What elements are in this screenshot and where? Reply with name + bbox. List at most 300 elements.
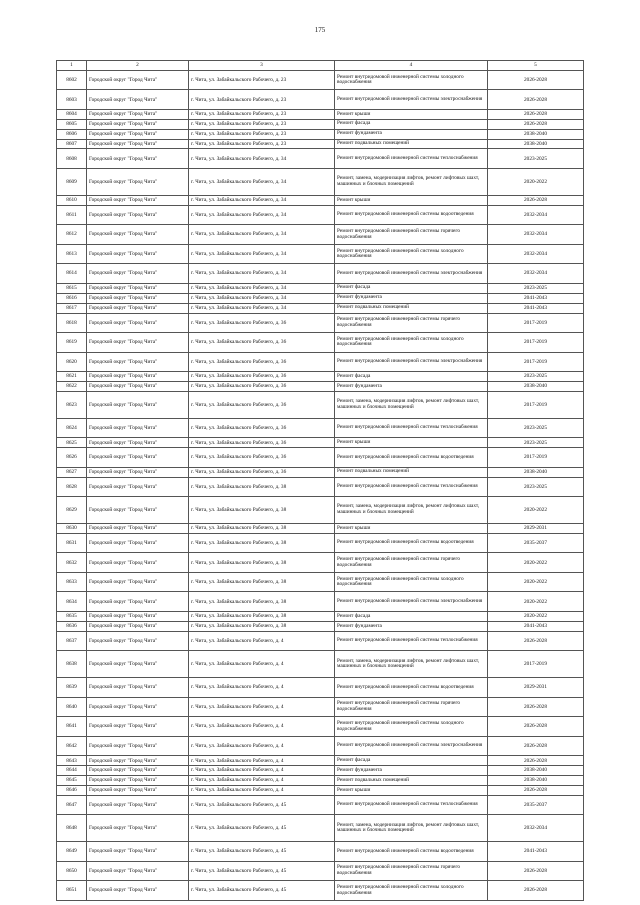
work-type-cell: Ремонт подвальных помещений [335,467,488,477]
address-cell: г. Чита, ул. Забайкальского Рабочего, д. 4 [189,736,335,756]
row-number: 8649 [57,842,87,862]
work-type-cell: Ремонт внутридомовой инженерной системы водоотведения [335,533,488,553]
work-type-cell: Ремонт внутридомовой инженерной системы электроснабжения [335,90,488,110]
row-number: 8614 [57,264,87,284]
column-number-row [57,61,584,71]
column-header: 3 [189,61,335,71]
work-type-cell: Ремонт, замена, модернизация лифтов, ремонт лифтовых шахт, машинных и блочных помещений [335,168,488,195]
row-number: 8644 [57,766,87,776]
work-type-cell: Ремонт фасада [335,611,488,621]
period-cell: 2032-2034 [488,225,584,245]
period-cell: 2026-2028 [488,736,584,756]
work-type-cell: Ремонт внутридомовой инженерной системы теплоснабжения [335,418,488,438]
work-type-cell: Ремонт фасада [335,283,488,293]
work-type-cell: Ремонт фундамента [335,621,488,631]
address-cell: г. Чита, ул. Забайкальского Рабочего, д. 45 [189,861,335,881]
address-cell: г. Чита, ул. Забайкальского Рабочего, д. 36 [189,381,335,391]
table-row [57,195,584,205]
period-cell: 2029-2031 [488,524,584,534]
row-number: 8632 [57,553,87,573]
row-number: 8650 [57,861,87,881]
table-row [57,283,584,293]
period-cell: 2041-2043 [488,842,584,862]
address-cell: г. Чита, ул. Забайкальского Рабочего, д. 36 [189,372,335,382]
period-cell: 2023-2025 [488,438,584,448]
district-cell: Городской округ "Город Чита" [87,149,189,169]
table-row [57,352,584,372]
address-cell: г. Чита, ул. Забайкальского Рабочего, д. 36 [189,467,335,477]
work-type-cell: Ремонт фундамента [335,766,488,776]
row-number: 8642 [57,736,87,756]
district-cell: Городской округ "Город Чита" [87,553,189,573]
period-cell: 2035-2037 [488,795,584,815]
table-row [57,244,584,264]
row-number: 8637 [57,631,87,651]
row-number: 8619 [57,333,87,353]
period-cell: 2026-2028 [488,119,584,129]
table-row [57,842,584,862]
period-cell: 2017-2019 [488,391,584,418]
period-cell: 2020-2022 [488,611,584,621]
district-cell: Городской округ "Город Чита" [87,438,189,448]
work-type-cell: Ремонт внутридомовой инженерной системы теплоснабжения [335,149,488,169]
address-cell: г. Чита, ул. Забайкальского Рабочего, д. 38 [189,553,335,573]
row-number: 8611 [57,205,87,225]
address-cell: г. Чита, ул. Забайкальского Рабочего, д. 4 [189,776,335,786]
row-number: 8618 [57,313,87,333]
row-number: 8648 [57,815,87,842]
district-cell: Городской округ "Город Чита" [87,372,189,382]
table-row [57,717,584,737]
district-cell: Городской округ "Город Чита" [87,497,189,524]
row-number: 8627 [57,467,87,477]
table-row [57,264,584,284]
address-cell: г. Чита, ул. Забайкальского Рабочего, д. 36 [189,391,335,418]
work-type-cell: Ремонт внутридомовой инженерной системы электроснабжения [335,264,488,284]
work-type-cell: Ремонт фасада [335,119,488,129]
work-type-cell: Ремонт внутридомовой инженерной системы горячего водоснабжения [335,225,488,245]
row-number: 8645 [57,776,87,786]
table-row [57,533,584,553]
period-cell: 2026-2028 [488,697,584,717]
row-number: 8628 [57,477,87,497]
address-cell: г. Чита, ул. Забайкальского Рабочего, д. 4 [189,756,335,766]
period-cell: 2020-2022 [488,168,584,195]
table-row [57,205,584,225]
district-cell: Городской округ "Город Чита" [87,139,189,149]
table-row [57,129,584,139]
address-cell: г. Чита, ул. Забайкальского Рабочего, д. 34 [189,283,335,293]
address-cell: г. Чита, ул. Забайкальского Рабочего, д. 36 [189,333,335,353]
table-row [57,592,584,612]
row-number: 8623 [57,391,87,418]
work-type-cell: Ремонт внутридомовой инженерной системы горячего водоснабжения [335,313,488,333]
table-row [57,333,584,353]
address-cell: г. Чита, ул. Забайкальского Рабочего, д. 38 [189,611,335,621]
period-cell: 2029-2031 [488,678,584,698]
district-cell: Городской округ "Город Чита" [87,225,189,245]
district-cell: Городской округ "Город Чита" [87,572,189,592]
work-type-cell: Ремонт внутридомовой инженерной системы теплоснабжения [335,631,488,651]
district-cell: Городской округ "Город Чита" [87,611,189,621]
address-cell: г. Чита, ул. Забайкальского Рабочего, д. 38 [189,592,335,612]
row-number: 8613 [57,244,87,264]
address-cell: г. Чита, ул. Забайкальского Рабочего, д. 34 [189,149,335,169]
address-cell: г. Чита, ул. Забайкальского Рабочего, д. 36 [189,418,335,438]
row-number: 8651 [57,881,87,901]
work-type-cell: Ремонт фасада [335,372,488,382]
period-cell: 2026-2028 [488,90,584,110]
table-row [57,293,584,303]
district-cell: Городской округ "Город Чита" [87,109,189,119]
work-type-cell: Ремонт внутридомовой инженерной системы холодного водоснабжения [335,244,488,264]
address-cell: г. Чита, ул. Забайкальского Рабочего, д. 34 [189,264,335,284]
row-number: 8616 [57,293,87,303]
period-cell: 2017-2019 [488,333,584,353]
work-type-cell: Ремонт подвальных помещений [335,139,488,149]
period-cell: 2026-2028 [488,631,584,651]
table-row [57,553,584,573]
period-cell: 2038-2040 [488,766,584,776]
address-cell: г. Чита, ул. Забайкальского Рабочего, д. 38 [189,477,335,497]
work-type-cell: Ремонт внутридомовой инженерной системы водоотведения [335,842,488,862]
period-cell: 2026-2028 [488,861,584,881]
period-cell: 2017-2019 [488,448,584,468]
row-number: 8641 [57,717,87,737]
work-type-cell: Ремонт внутридомовой инженерной системы водоотведения [335,448,488,468]
district-cell: Городской округ "Город Чита" [87,678,189,698]
table-row [57,418,584,438]
district-cell: Городской округ "Город Чита" [87,717,189,737]
table-row [57,651,584,678]
district-cell: Городской округ "Город Чита" [87,448,189,468]
work-type-cell: Ремонт крыши [335,109,488,119]
period-cell: 2038-2040 [488,129,584,139]
district-cell: Городской округ "Город Чита" [87,785,189,795]
period-cell: 2026-2028 [488,881,584,901]
row-number: 8630 [57,524,87,534]
period-cell: 2038-2040 [488,467,584,477]
work-type-cell: Ремонт внутридомовой инженерной системы холодного водоснабжения [335,717,488,737]
column-header: 1 [57,61,87,71]
period-cell: 2035-2037 [488,533,584,553]
table-row [57,766,584,776]
address-cell: г. Чита, ул. Забайкальского Рабочего, д. 45 [189,795,335,815]
work-type-cell: Ремонт фундамента [335,129,488,139]
row-number: 8604 [57,109,87,119]
work-type-cell: Ремонт внутридомовой инженерной системы холодного водоснабжения [335,70,488,90]
district-cell: Городской округ "Город Чита" [87,736,189,756]
table-row [57,524,584,534]
address-cell: г. Чита, ул. Забайкальского Рабочего, д. 45 [189,815,335,842]
address-cell: г. Чита, ул. Забайкальского Рабочего, д. 45 [189,881,335,901]
row-number: 8612 [57,225,87,245]
table-row [57,697,584,717]
address-cell: г. Чита, ул. Забайкальского Рабочего, д. 4 [189,631,335,651]
period-cell: 2026-2028 [488,785,584,795]
period-cell: 2038-2040 [488,381,584,391]
district-cell: Городской округ "Город Чита" [87,533,189,553]
table-row [57,756,584,766]
district-cell: Городской округ "Город Чита" [87,195,189,205]
period-cell: 2020-2022 [488,553,584,573]
district-cell: Городской округ "Город Чита" [87,70,189,90]
district-cell: Городской округ "Город Чита" [87,766,189,776]
period-cell: 2020-2022 [488,592,584,612]
work-type-cell: Ремонт внутридомовой инженерной системы электроснабжения [335,736,488,756]
row-number: 8638 [57,651,87,678]
row-number: 8634 [57,592,87,612]
address-cell: г. Чита, ул. Забайкальского Рабочего, д. 34 [189,168,335,195]
table-row [57,90,584,110]
district-cell: Городской округ "Город Чита" [87,418,189,438]
row-number: 8636 [57,621,87,631]
district-cell: Городской округ "Город Чита" [87,467,189,477]
table-row [57,225,584,245]
district-cell: Городской округ "Город Чита" [87,842,189,862]
work-type-cell: Ремонт внутридомовой инженерной системы водоотведения [335,678,488,698]
period-cell: 2026-2028 [488,756,584,766]
period-cell: 2020-2022 [488,572,584,592]
address-cell: г. Чита, ул. Забайкальского Рабочего, д. 23 [189,139,335,149]
district-cell: Городской округ "Город Чита" [87,815,189,842]
period-cell: 2023-2025 [488,372,584,382]
district-cell: Городской округ "Город Чита" [87,592,189,612]
row-number: 8609 [57,168,87,195]
address-cell: г. Чита, ул. Забайкальского Рабочего, д. 4 [189,651,335,678]
table-row [57,448,584,468]
period-cell: 2026-2028 [488,70,584,90]
address-cell: г. Чита, ул. Забайкальского Рабочего, д. 4 [189,766,335,776]
address-cell: г. Чита, ул. Забайкальского Рабочего, д. 23 [189,119,335,129]
address-cell: г. Чита, ул. Забайкальского Рабочего, д. 4 [189,717,335,737]
column-header: 4 [335,61,488,71]
period-cell: 2017-2019 [488,651,584,678]
row-number: 8631 [57,533,87,553]
row-number: 8646 [57,785,87,795]
work-type-cell: Ремонт внутридомовой инженерной системы холодного водоснабжения [335,333,488,353]
district-cell: Городской округ "Город Чита" [87,303,189,313]
period-cell: 2041-2043 [488,621,584,631]
table-row [57,109,584,119]
district-cell: Городской округ "Город Чита" [87,631,189,651]
period-cell: 2026-2028 [488,195,584,205]
work-type-cell: Ремонт внутридомовой инженерной системы горячего водоснабжения [335,861,488,881]
period-cell: 2041-2043 [488,293,584,303]
work-type-cell: Ремонт крыши [335,524,488,534]
table-row [57,303,584,313]
table-row [57,372,584,382]
address-cell: г. Чита, ул. Забайкальского Рабочего, д. 34 [189,225,335,245]
table-row [57,785,584,795]
work-type-cell: Ремонт фундамента [335,293,488,303]
district-cell: Городской округ "Город Чита" [87,313,189,333]
work-type-cell: Ремонт, замена, модернизация лифтов, ремонт лифтовых шахт, машинных и блочных помещений [335,497,488,524]
district-cell: Городской округ "Город Чита" [87,697,189,717]
row-number: 8633 [57,572,87,592]
work-type-cell: Ремонт фундамента [335,381,488,391]
district-cell: Городской округ "Город Чита" [87,861,189,881]
work-type-cell: Ремонт подвальных помещений [335,303,488,313]
work-type-cell: Ремонт внутридомовой инженерной системы горячего водоснабжения [335,697,488,717]
period-cell: 2026-2028 [488,109,584,119]
district-cell: Городской округ "Город Чита" [87,168,189,195]
period-cell: 2017-2019 [488,352,584,372]
work-type-cell: Ремонт фасада [335,756,488,766]
address-cell: г. Чита, ул. Забайкальского Рабочего, д. 38 [189,524,335,534]
address-cell: г. Чита, ул. Забайкальского Рабочего, д. 38 [189,497,335,524]
district-cell: Городской округ "Город Чита" [87,90,189,110]
table-row [57,621,584,631]
table-row [57,815,584,842]
row-number: 8608 [57,149,87,169]
table-row [57,795,584,815]
work-type-cell: Ремонт, замена, модернизация лифтов, ремонт лифтовых шахт, машинных и блочных помещений [335,651,488,678]
district-cell: Городской округ "Город Чита" [87,651,189,678]
address-cell: г. Чита, ул. Забайкальского Рабочего, д. 38 [189,533,335,553]
row-number: 8626 [57,448,87,468]
district-cell: Городской округ "Город Чита" [87,524,189,534]
period-cell: 2020-2022 [488,497,584,524]
district-cell: Городской округ "Город Чита" [87,264,189,284]
table-row [57,139,584,149]
address-cell: г. Чита, ул. Забайкальского Рабочего, д. 23 [189,109,335,119]
address-cell: г. Чита, ул. Забайкальского Рабочего, д. 36 [189,352,335,372]
period-cell: 2023-2025 [488,418,584,438]
address-cell: г. Чита, ул. Забайкальского Рабочего, д. 36 [189,438,335,448]
work-type-cell: Ремонт внутридомовой инженерной системы холодного водоснабжения [335,572,488,592]
table-row [57,678,584,698]
district-cell: Городской округ "Город Чита" [87,477,189,497]
period-cell: 2041-2043 [488,303,584,313]
table-row [57,467,584,477]
address-cell: г. Чита, ул. Забайкальского Рабочего, д. 45 [189,842,335,862]
row-number: 8602 [57,70,87,90]
work-type-cell: Ремонт внутридомовой инженерной системы теплоснабжения [335,795,488,815]
table-row [57,497,584,524]
page-number: 175 [314,26,326,34]
district-cell: Городской округ "Город Чита" [87,381,189,391]
district-cell: Городской округ "Город Чита" [87,881,189,901]
table-body [57,70,584,900]
work-type-cell: Ремонт крыши [335,195,488,205]
address-cell: г. Чита, ул. Забайкальского Рабочего, д. 38 [189,572,335,592]
district-cell: Городской округ "Город Чита" [87,621,189,631]
district-cell: Городской округ "Город Чита" [87,244,189,264]
work-type-cell: Ремонт, замена, модернизация лифтов, ремонт лифтовых шахт, машинных и блочных помещений [335,391,488,418]
period-cell: 2017-2019 [488,313,584,333]
row-number: 8606 [57,129,87,139]
table-row [57,572,584,592]
table-row [57,736,584,756]
repair-schedule-table [56,60,584,901]
address-cell: г. Чита, ул. Забайкальского Рабочего, д. 23 [189,90,335,110]
table-row [57,313,584,333]
table-row [57,611,584,621]
row-number: 8620 [57,352,87,372]
district-cell: Городской округ "Город Чита" [87,391,189,418]
table-row [57,381,584,391]
row-number: 8643 [57,756,87,766]
table-row [57,149,584,169]
table-row [57,391,584,418]
work-type-cell: Ремонт крыши [335,438,488,448]
table-row [57,881,584,901]
district-cell: Городской округ "Город Чита" [87,205,189,225]
period-cell: 2032-2034 [488,815,584,842]
work-type-cell: Ремонт крыши [335,785,488,795]
table-row [57,70,584,90]
period-cell: 2023-2025 [488,477,584,497]
period-cell: 2032-2034 [488,264,584,284]
address-cell: г. Чита, ул. Забайкальского Рабочего, д. 34 [189,205,335,225]
work-type-cell: Ремонт внутридомовой инженерной системы электроснабжения [335,592,488,612]
address-cell: г. Чита, ул. Забайкальского Рабочего, д. 4 [189,785,335,795]
table-row [57,119,584,129]
district-cell: Городской округ "Город Чита" [87,756,189,766]
address-cell: г. Чита, ул. Забайкальского Рабочего, д. 34 [189,195,335,205]
row-number: 8624 [57,418,87,438]
period-cell: 2023-2025 [488,149,584,169]
period-cell: 2026-2028 [488,717,584,737]
period-cell: 2032-2034 [488,244,584,264]
row-number: 8610 [57,195,87,205]
table-row [57,168,584,195]
district-cell: Городской округ "Город Чита" [87,293,189,303]
table-row [57,861,584,881]
work-type-cell: Ремонт внутридомовой инженерной системы теплоснабжения [335,477,488,497]
table-row [57,776,584,786]
address-cell: г. Чита, ул. Забайкальского Рабочего, д. 36 [189,313,335,333]
address-cell: г. Чита, ул. Забайкальского Рабочего, д. 23 [189,129,335,139]
table-row [57,438,584,448]
district-cell: Городской округ "Город Чита" [87,795,189,815]
address-cell: г. Чита, ул. Забайкальского Рабочего, д. 23 [189,70,335,90]
district-cell: Городской округ "Город Чита" [87,119,189,129]
period-cell: 2038-2040 [488,139,584,149]
column-header: 2 [87,61,189,71]
work-type-cell: Ремонт внутридомовой инженерной системы водоотведения [335,205,488,225]
district-cell: Городской округ "Город Чита" [87,352,189,372]
row-number: 8647 [57,795,87,815]
row-number: 8622 [57,381,87,391]
period-cell: 2023-2025 [488,283,584,293]
work-type-cell: Ремонт, замена, модернизация лифтов, ремонт лифтовых шахт, машинных и блочных помещений [335,815,488,842]
district-cell: Городской округ "Город Чита" [87,333,189,353]
table-row [57,631,584,651]
row-number: 8603 [57,90,87,110]
address-cell: г. Чита, ул. Забайкальского Рабочего, д. 34 [189,293,335,303]
address-cell: г. Чита, ул. Забайкальского Рабочего, д. 4 [189,678,335,698]
row-number: 8605 [57,119,87,129]
row-number: 8640 [57,697,87,717]
row-number: 8639 [57,678,87,698]
row-number: 8621 [57,372,87,382]
work-type-cell: Ремонт подвальных помещений [335,776,488,786]
work-type-cell: Ремонт внутридомовой инженерной системы горячего водоснабжения [335,553,488,573]
district-cell: Городской округ "Город Чита" [87,129,189,139]
work-type-cell: Ремонт внутридомовой инженерной системы холодного водоснабжения [335,881,488,901]
address-cell: г. Чита, ул. Забайкальского Рабочего, д. 36 [189,448,335,468]
period-cell: 2032-2034 [488,205,584,225]
row-number: 8625 [57,438,87,448]
row-number: 8607 [57,139,87,149]
district-cell: Городской округ "Город Чита" [87,776,189,786]
row-number: 8617 [57,303,87,313]
period-cell: 2038-2040 [488,776,584,786]
row-number: 8635 [57,611,87,621]
address-cell: г. Чита, ул. Забайкальского Рабочего, д. 4 [189,697,335,717]
